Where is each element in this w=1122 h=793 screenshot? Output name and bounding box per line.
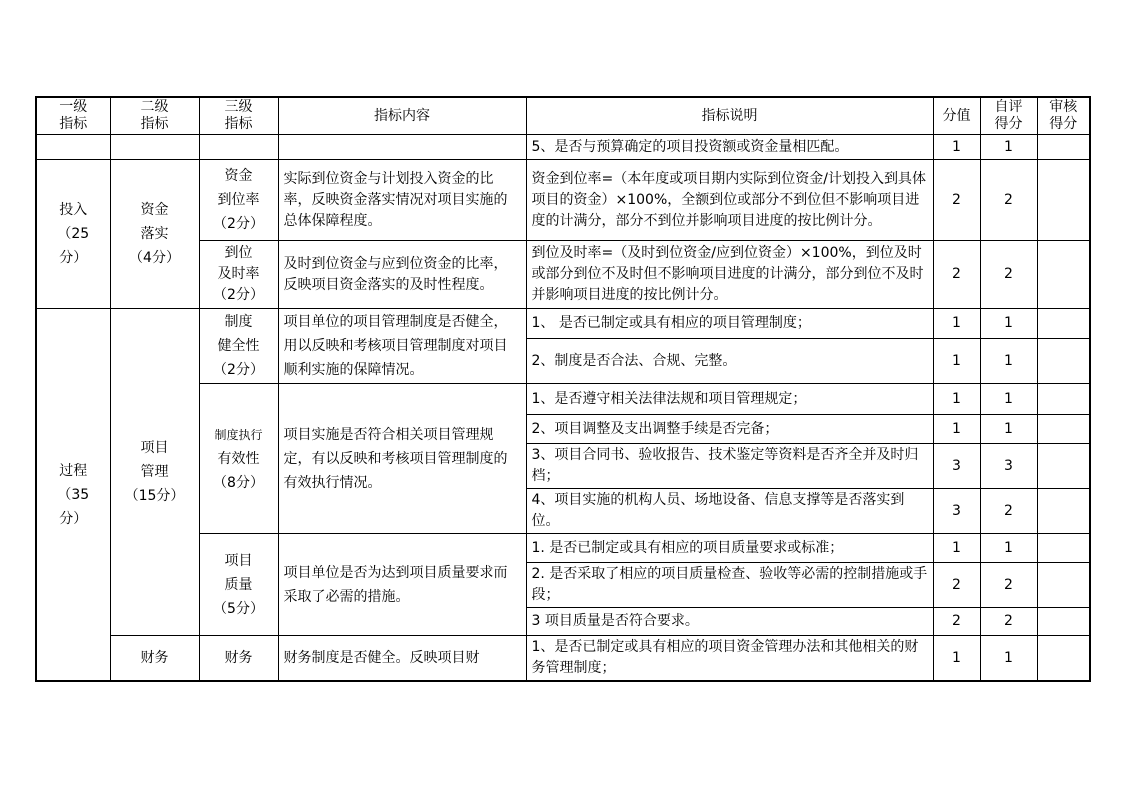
table-row <box>36 636 1090 682</box>
score-cell: 2 <box>933 608 980 636</box>
empty-cell <box>278 135 526 160</box>
audit-score-cell <box>1037 384 1090 415</box>
level3-rest-label: 有效性 （8分） <box>213 450 264 491</box>
level2-project-management: 项目 管理 （15分） <box>110 309 199 636</box>
self-score-cell: 1 <box>980 309 1037 339</box>
self-score-cell: 2 <box>980 241 1037 309</box>
table-row <box>36 135 1090 160</box>
self-score-cell: 1 <box>980 384 1037 415</box>
self-score-cell: 2 <box>980 608 1037 636</box>
description-cell: 1. 是否已制定或具有相应的项目质量要求或标准； <box>526 534 933 563</box>
self-score-cell: 1 <box>980 339 1037 384</box>
audit-score-cell <box>1037 636 1090 682</box>
description-cell: 3 项目质量是否符合要求。 <box>526 608 933 636</box>
level3-cell <box>199 384 278 534</box>
level2-finance: 财务 <box>110 636 199 682</box>
description-cell: 到位及时率=（及时到位资金/应到位资金）×100%，到位及时或部分到位不及时但不影响项目进度的计满分，部分到位不及时并影响项目进度的按比例计分。 <box>526 241 933 309</box>
content-cell: 项目实施是否符合相关项目管理规定，有以反映和考核项目管理制度的有效执行情况。 <box>278 384 526 534</box>
score-cell: 1 <box>933 636 980 682</box>
audit-score-cell <box>1037 415 1090 444</box>
description-cell: 2、制度是否合法、合规、完整。 <box>526 339 933 384</box>
content-cell: 及时到位资金与应到位资金的比率，反映项目资金落实的及时性程度。 <box>278 241 526 309</box>
audit-score-cell <box>1037 309 1090 339</box>
header-row <box>36 97 1090 135</box>
audit-score-cell <box>1037 160 1090 241</box>
content-cell: 实际到位资金与计划投入资金的比率，反映资金落实情况对项目实施的总体保障程度。 <box>278 160 526 241</box>
description-cell: 资金到位率=（本年度或项目期内实际到位资金/计划投入到具体项目的资金）×100%，全额到位或部分不到位但不影响项目进度的计满分，部分不到位并影响项目进度的按比例计分。 <box>526 160 933 241</box>
score-cell: 1 <box>933 309 980 339</box>
self-score-cell: 2 <box>980 160 1037 241</box>
description-cell: 2、项目调整及支出调整手续是否完备； <box>526 415 933 444</box>
score-cell: 1 <box>933 135 980 160</box>
level3-cell: 项目 质量 （5分） <box>199 534 278 636</box>
level3-cell: 资金 到位率 （2分） <box>199 160 278 241</box>
score-cell: 1 <box>933 339 980 384</box>
audit-score-cell <box>1037 444 1090 489</box>
level3-cell: 到位 及时率 （2分） <box>199 241 278 309</box>
audit-score-cell <box>1037 339 1090 384</box>
score-cell: 1 <box>933 415 980 444</box>
audit-score-cell <box>1037 241 1090 309</box>
audit-score-cell <box>1037 563 1090 608</box>
table-row <box>36 309 1090 339</box>
level1-input: 投入 （25 分） <box>36 160 110 309</box>
content-cell: 财务制度是否健全。反映项目财 <box>278 636 526 682</box>
audit-score-cell <box>1037 534 1090 563</box>
header-description: 指标说明 <box>526 97 933 135</box>
self-score-cell: 2 <box>980 489 1037 534</box>
audit-score-cell <box>1037 135 1090 160</box>
score-cell: 2 <box>933 160 980 241</box>
level2-fund-implementation: 资金 落实 （4分） <box>110 160 199 309</box>
header-level2: 二级 指标 <box>110 97 199 135</box>
content-cell: 项目单位是否为达到项目质量要求而采取了必需的措施。 <box>278 534 526 636</box>
score-cell: 1 <box>933 534 980 563</box>
self-score-cell: 1 <box>980 534 1037 563</box>
empty-cell <box>36 135 110 160</box>
score-cell: 3 <box>933 444 980 489</box>
audit-score-cell <box>1037 489 1090 534</box>
self-score-cell: 1 <box>980 415 1037 444</box>
score-cell: 1 <box>933 384 980 415</box>
empty-cell <box>199 135 278 160</box>
score-cell: 2 <box>933 241 980 309</box>
self-score-cell: 1 <box>980 636 1037 682</box>
description-cell: 1、 是否已制定或具有相应的项目管理制度； <box>526 309 933 339</box>
description-cell: 1、是否遵守相关法律法规和项目管理规定； <box>526 384 933 415</box>
description-cell: 3、项目合同书、验收报告、技术鉴定等资料是否齐全并及时归档； <box>526 444 933 489</box>
description-cell: 2. 是否采取了相应的项目质量检查、验收等必需的控制措施或手段； <box>526 563 933 608</box>
self-score-cell: 3 <box>980 444 1037 489</box>
description-cell: 5、是否与预算确定的项目投资额或资金量相匹配。 <box>526 135 933 160</box>
header-level3: 三级 指标 <box>199 97 278 135</box>
level1-process: 过程 （35 分） <box>36 309 110 682</box>
self-score-cell: 2 <box>980 563 1037 608</box>
description-cell: 1、是否已制定或具有相应的项目资金管理办法和其他相关的财务管理制度； <box>526 636 933 682</box>
header-score: 分值 <box>933 97 980 135</box>
header-audit-score: 审核 得分 <box>1037 97 1090 135</box>
header-level1: 一级 指标 <box>36 97 110 135</box>
score-cell: 3 <box>933 489 980 534</box>
score-cell: 2 <box>933 563 980 608</box>
self-score-cell: 1 <box>980 135 1037 160</box>
performance-evaluation-table <box>35 96 1091 682</box>
content-cell: 项目单位的项目管理制度是否健全，用以反映和考核项目管理制度对项目顺利实施的保障情况。 <box>278 309 526 384</box>
level3-cell: 制度 健全性 （2分） <box>199 309 278 384</box>
description-cell: 4、项目实施的机构人员、场地设备、信息支撑等是否落实到位。 <box>526 489 933 534</box>
level3-top-label: 制度执行 <box>214 427 263 442</box>
header-self-score: 自评 得分 <box>980 97 1037 135</box>
table-row <box>36 160 1090 241</box>
level3-finance: 财务 <box>199 636 278 682</box>
header-content: 指标内容 <box>278 97 526 135</box>
empty-cell <box>110 135 199 160</box>
audit-score-cell <box>1037 608 1090 636</box>
